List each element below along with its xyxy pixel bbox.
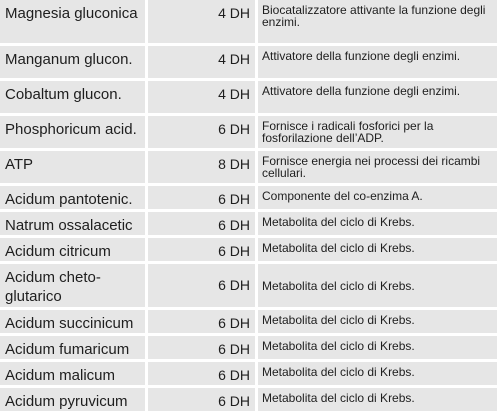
table-row <box>0 212 497 238</box>
table-row <box>0 151 497 186</box>
table-row <box>0 186 497 212</box>
remedy-dose: 4 DH <box>148 46 258 81</box>
table-row <box>0 0 497 46</box>
remedy-name: ATP <box>0 151 148 186</box>
remedy-description: Metabolita del ciclo di Krebs. <box>258 388 497 414</box>
remedy-name: Acidum cheto-glutarico <box>0 264 148 310</box>
remedy-dose: 4 DH <box>148 81 258 116</box>
remedy-description: Biocatalizzatore attivante la funzione degli enzimi. <box>258 0 497 46</box>
remedy-name: Magnesia gluconica <box>0 0 148 46</box>
remedy-dose: 6 DH <box>148 116 258 151</box>
remedy-name: Acidum pyruvicum <box>0 388 148 414</box>
remedy-description: Attivatore della funzione degli enzimi. <box>258 46 497 81</box>
remedy-dose: 6 DH <box>148 310 258 336</box>
remedy-name: Acidum pantotenic. <box>0 186 148 212</box>
remedy-description: Metabolita del ciclo di Krebs. <box>258 212 497 238</box>
table-row <box>0 388 497 414</box>
remedy-dose: 6 DH <box>148 186 258 212</box>
remedy-description: Fornisce i radicali fosforici per la fosforilazione dell’ADP. <box>258 116 497 151</box>
remedy-name: Acidum succinicum <box>0 310 148 336</box>
remedy-name: Manganum glucon. <box>0 46 148 81</box>
remedy-description: Metabolita del ciclo di Krebs. <box>258 336 497 362</box>
remedy-description: Fornisce energia nei processi dei ricambi cellulari. <box>258 151 497 186</box>
remedy-description: Metabolita del ciclo di Krebs. <box>258 264 497 310</box>
remedy-name: Natrum ossalacetic <box>0 212 148 238</box>
table-row <box>0 238 497 264</box>
remedy-dose: 8 DH <box>148 151 258 186</box>
remedy-name: Phosphoricum acid. <box>0 116 148 151</box>
remedy-dose: 4 DH <box>148 0 258 46</box>
table-row <box>0 336 497 362</box>
remedy-dose: 6 DH <box>148 212 258 238</box>
remedy-dose: 6 DH <box>148 264 258 310</box>
remedy-name: Acidum citricum <box>0 238 148 264</box>
table-row <box>0 46 497 81</box>
remedy-description: Attivatore della funzione degli enzimi. <box>258 81 497 116</box>
remedy-name: Cobaltum glucon. <box>0 81 148 116</box>
remedy-name: Acidum fumaricum <box>0 336 148 362</box>
table-row <box>0 81 497 116</box>
table-row <box>0 116 497 151</box>
remedy-dose: 6 DH <box>148 238 258 264</box>
table-row <box>0 310 497 336</box>
remedy-name: Acidum malicum <box>0 362 148 388</box>
remedy-dose: 6 DH <box>148 388 258 414</box>
remedy-description: Metabolita del ciclo di Krebs. <box>258 310 497 336</box>
remedy-description: Componente del co-enzima A. <box>258 186 497 212</box>
remedy-description: Metabolita del ciclo di Krebs. <box>258 238 497 264</box>
remedy-dose: 6 DH <box>148 362 258 388</box>
table-row <box>0 264 497 310</box>
table-row <box>0 362 497 388</box>
remedy-description: Metabolita del ciclo di Krebs. <box>258 362 497 388</box>
remedy-dose: 6 DH <box>148 336 258 362</box>
